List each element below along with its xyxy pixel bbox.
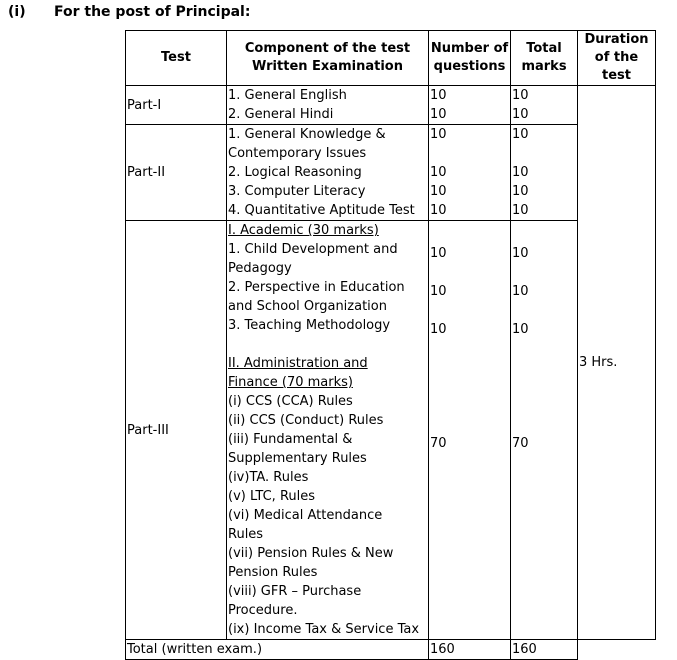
- header-questions: Number of questions: [429, 31, 511, 86]
- part1-label: Part-I: [126, 86, 227, 125]
- total-marks: 160: [511, 640, 578, 660]
- part1-components: 1. General English 2. General Hindi: [227, 86, 429, 125]
- part3-label: Part-III: [126, 221, 227, 640]
- section-number: (i): [8, 4, 26, 20]
- exam-scheme-table: [125, 30, 656, 660]
- total-empty: [578, 640, 656, 660]
- part2-components: 1. General Knowledge & Contemporary Issues 2. Logical Reasoning 3. Computer Literacy 4. Quantitative Aptitude Test: [227, 125, 429, 221]
- part2-label: Part-II: [126, 125, 227, 221]
- part3-row: [126, 221, 656, 640]
- part1-marks: 10 10: [511, 86, 578, 125]
- total-row: [126, 640, 656, 660]
- part2-marks: 10 10 10 10: [511, 125, 578, 221]
- header-row: [126, 31, 656, 86]
- total-questions: 160: [429, 640, 511, 660]
- academic-heading: I. Academic (30 marks): [228, 223, 379, 238]
- header-test: Test: [126, 31, 227, 86]
- header-component: Component of the test Written Examination: [227, 31, 429, 86]
- part3-marks: 10 10 10 70: [511, 221, 578, 640]
- header-duration: Duration of the test: [578, 31, 656, 86]
- part3-components: I. Academic (30 marks) 1. Child Development and Pedagogy 2. Perspective in Education and School Organization 3. Teaching Methodology II. Administration and Finance (70 marks) (i) CCS (CCA) Rules (ii) CCS (Conduct) Rules (iii) Fundamental & Supplementary Rules (iv)TA. Rules (v) LTC, Rules (vi) Medical Attendance Rules (vii) Pension Rules & New Pension Rules (viii) GFR – Purchase Procedure. (ix) Income Tax & Service Tax: [227, 221, 429, 640]
- part1-questions: 10 10: [429, 86, 511, 125]
- admin-heading: II. Administration and: [228, 356, 368, 371]
- part3-questions: 10 10 10 70: [429, 221, 511, 640]
- part2-questions: 10 10 10 10: [429, 125, 511, 221]
- section-heading: [8, 4, 250, 20]
- header-marks: Total marks: [511, 31, 578, 86]
- duration-cell: 3 Hrs.: [578, 86, 656, 640]
- part2-row: [126, 125, 656, 221]
- section-title: For the post of Principal:: [54, 4, 251, 20]
- part1-row: [126, 86, 656, 125]
- total-label: Total (written exam.): [126, 640, 429, 660]
